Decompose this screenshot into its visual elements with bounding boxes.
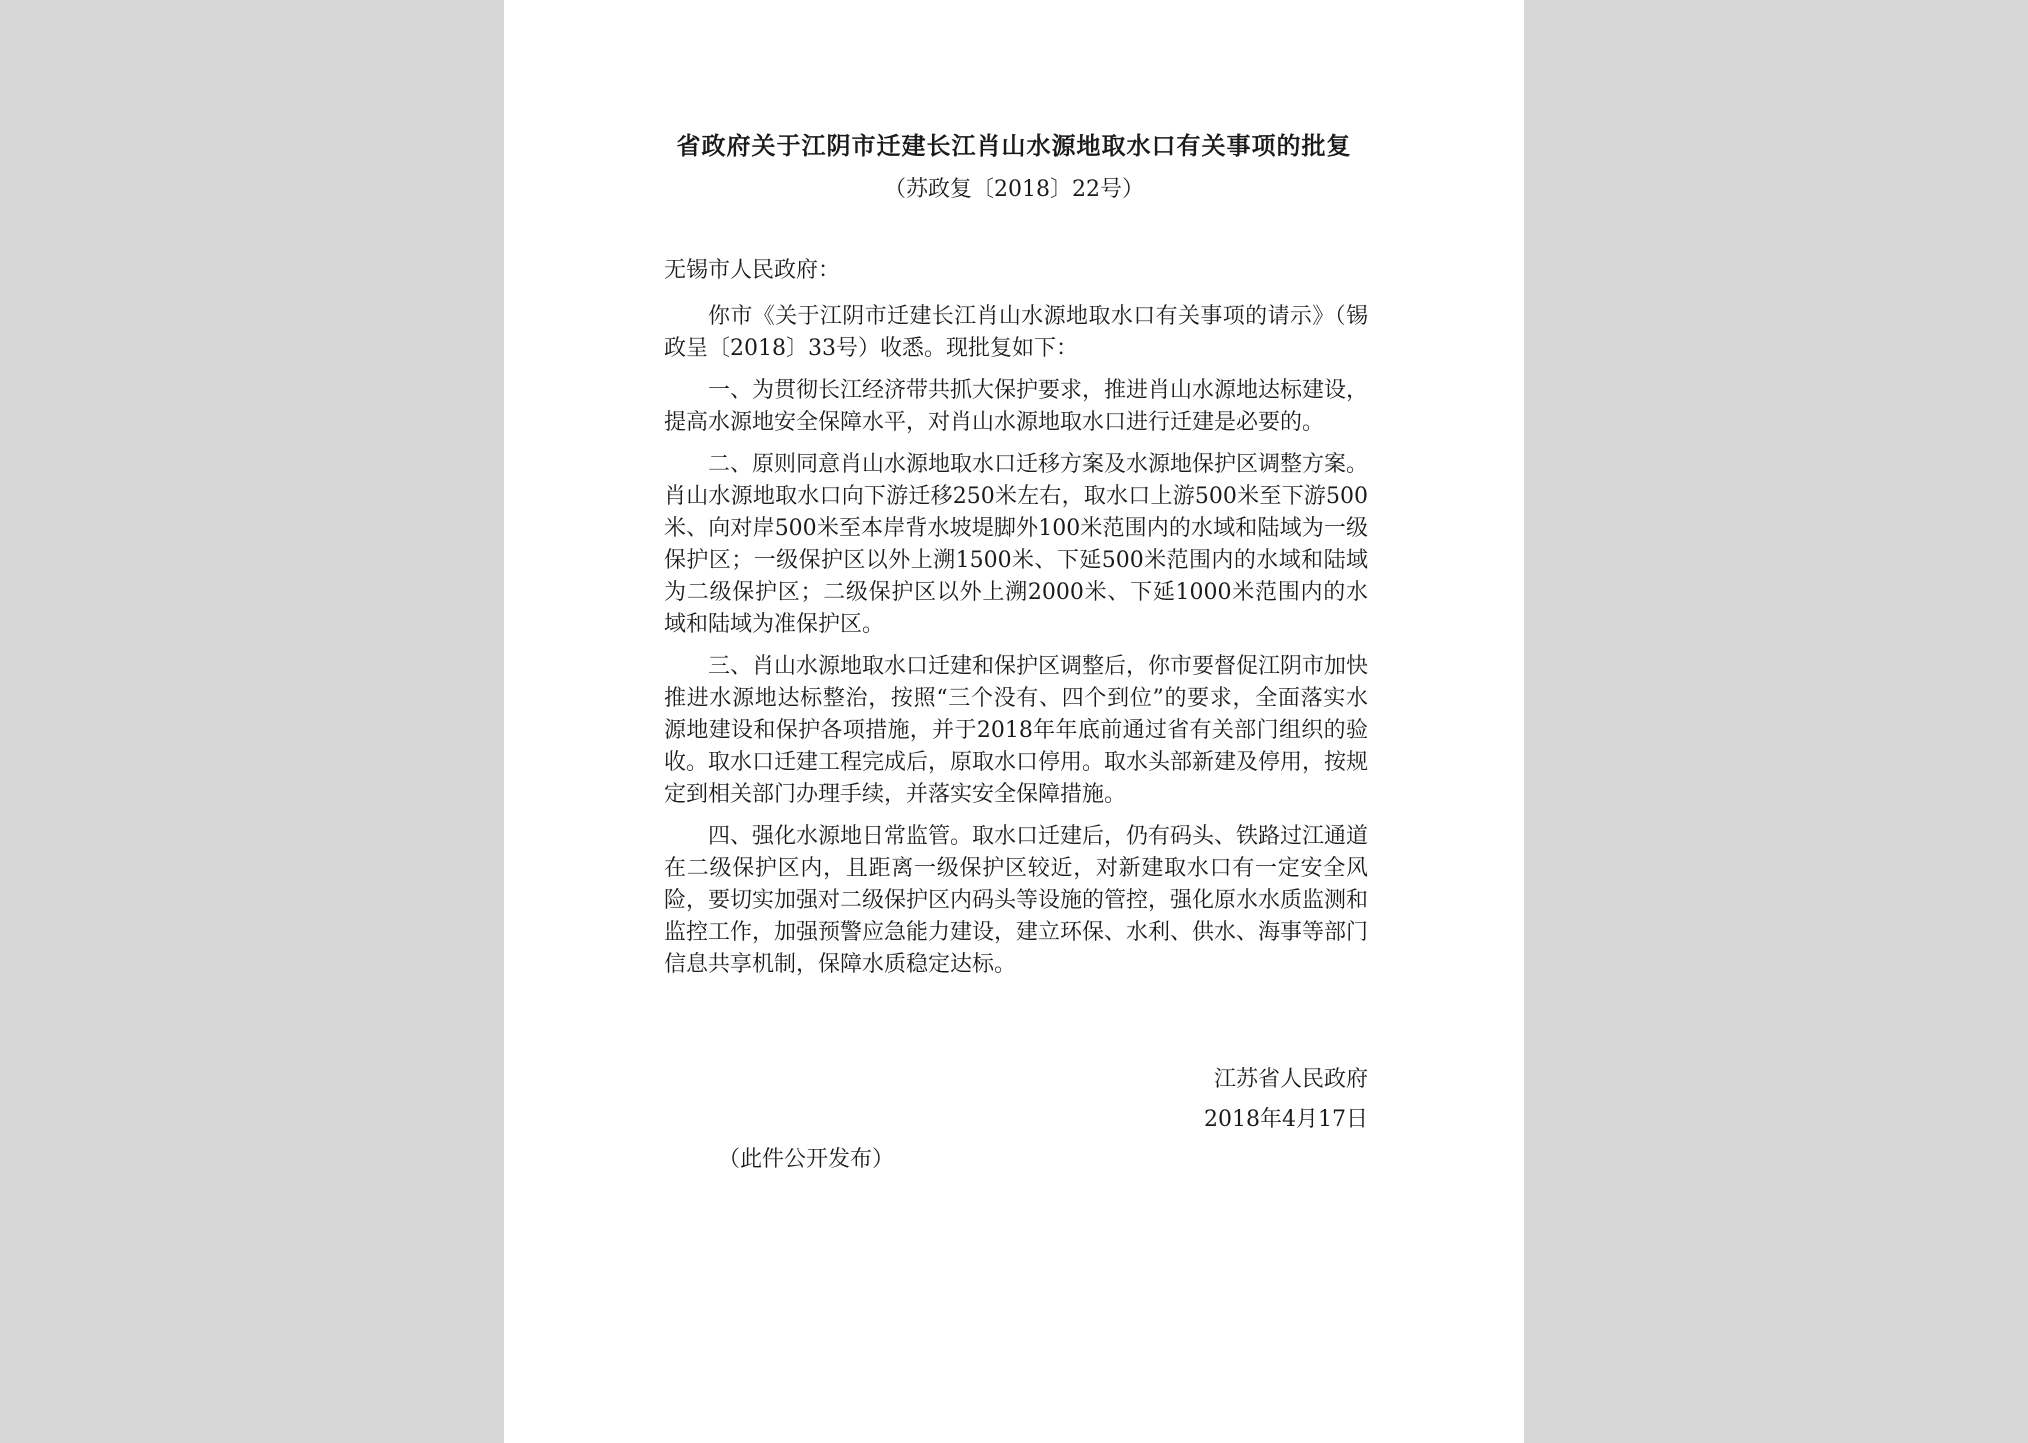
document-number: （苏政复〔2018〕22号） bbox=[884, 177, 1144, 202]
document-body bbox=[664, 255, 1368, 991]
paragraph-item-1: 一、为贯彻长江经济带共抓大保护要求，推进肖山水源地达标建设，提高水源地安全保障水平，对肖山水源地取水口进行迁建是必要的。 bbox=[664, 378, 1369, 435]
document-title: 省政府关于江阴市迁建长江肖山水源地取水口有关事项的批复 bbox=[676, 131, 1352, 160]
signature-organization: 江苏省人民政府 bbox=[1213, 1067, 1368, 1092]
paragraph-intro: 你市《关于江阴市迁建长江肖山水源地取水口有关事项的请示》（锡政呈〔2018〕33号）收悉。现批复如下： bbox=[664, 304, 1368, 361]
addressee: 无锡市人民政府： bbox=[664, 258, 841, 283]
paragraph-item-3: 三、肖山水源地取水口迁建和保护区调整后，你市要督促江阴市加快推进水源地达标整治，按照“三个没有、四个到位”的要求，全面落实水源地建设和保护各项措施，并于2018年年底前通过省有关部门组织的验收。取水口迁建工程完成后，原取水口停用。取水头部新建及停用，按规定到相关部门办理手续，并落实安全保障措施。 bbox=[664, 654, 1369, 807]
release-note: （此件公开发布） bbox=[718, 1147, 895, 1172]
signature-date: 2018年4月17日 bbox=[1204, 1107, 1368, 1132]
paragraph-item-4: 四、强化水源地日常监管。取水口迁建后，仍有码头、铁路过江通道在二级保护区内，且距离一级保护区较近，对新建取水口有一定安全风险，要切实加强对二级保护区内码头等设施的管控，强化原水水质监测和监控工作，加强预警应急能力建设，建立环保、水利、供水、海事等部门信息共享机制，保障水质稳定达标。 bbox=[664, 824, 1369, 977]
document-page bbox=[504, 0, 1524, 1443]
paragraph-item-2: 二、原则同意肖山水源地取水口迁移方案及水源地保护区调整方案。肖山水源地取水口向下游迁移250米左右，取水口上游500米至下游500米、向对岸500米至本岸背水坡堤脚外100米范围内的水域和陆域为一级保护区；一级保护区以外上溯1500米、下延500米范围内的水域和陆域为二级保护区；二级保护区以外上溯2000米、下延1000米范围内的水域和陆域为准保护区。 bbox=[664, 452, 1369, 637]
